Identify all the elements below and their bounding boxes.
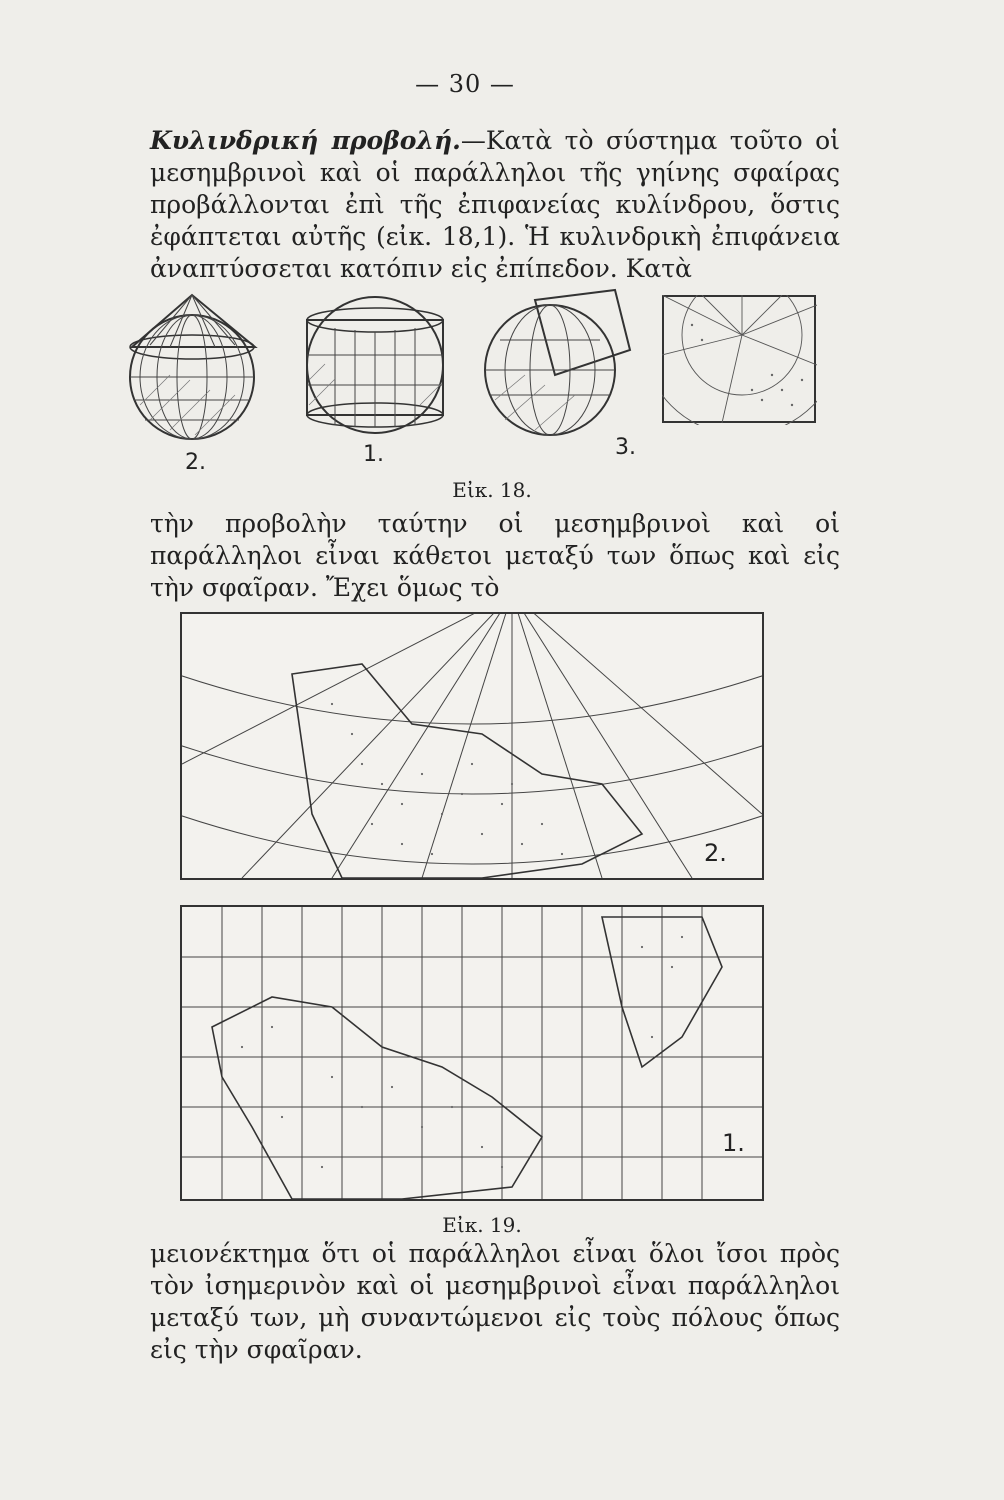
middle-paragraph: τὴν προβολὴν ταύτην οἱ μεσημβρινοὶ καὶ οἱ παράλληλοι εἶναι κάθετοι μεταξύ των ὅπως καὶ εἰς τὴν σφαῖραν. Ἔχει ὅμως τὸ: [150, 509, 840, 602]
map-conic-graticule: [182, 614, 762, 878]
globe-azimuthal-illustration: [475, 280, 645, 445]
polar-map-thumbnail: [662, 295, 817, 425]
section-title: Κυλινδρική προβολή.: [150, 126, 461, 155]
map-conic-projection: [180, 612, 764, 880]
figure-19-caption: Εἰκ. 19.: [442, 1213, 522, 1237]
map-cylindrical-graticule: [182, 907, 762, 1199]
map-label-1: 1.: [722, 1129, 745, 1157]
globe-cylindrical-illustration: [295, 280, 455, 440]
map-cylindrical-projection: [180, 905, 764, 1201]
final-paragraph: μειονέκτημα ὅτι οἱ παράλληλοι εἶναι ὅλοι ἴσοι πρὸς τὸν ἰσημερινὸν καὶ οἱ μεσημβρινοὶ εἶναι παράλληλοι μεταξύ των, μὴ συναντώμενοι εἰς τοὺς πόλους ὅπως εἰς τὴν σφαῖραν.: [150, 1239, 840, 1364]
figure-18-label-3: 3.: [615, 435, 636, 460]
figure-18-label-1: 1.: [363, 442, 384, 467]
page-number: — 30 —: [415, 70, 515, 98]
intro-text: —Κατὰ τὸ σύστημα τοῦτο οἱ μεσημβρινοὶ καὶ οἱ παράλληλοι τῆς γηίνης σφαίρας προβάλλονται ἐπὶ τῆς ἐπιφανείας κυλίνδρου, ὅστις ἐφάπτεται αὐτῆς (εἰκ. 18,1). Ἡ κυλινδρικὴ ἐπιφάνεια ἀναπτύσσεται κατόπιν εἰς ἐπίπεδον. Κατὰ: [150, 126, 840, 283]
figure-18: [95, 280, 825, 475]
intro-paragraph: [150, 125, 840, 285]
map-label-2: 2.: [704, 839, 727, 867]
figure-18-caption: Εἰκ. 18.: [452, 478, 532, 502]
figure-18-label-2: 2.: [185, 450, 206, 475]
globe-conic-illustration: [110, 285, 275, 445]
